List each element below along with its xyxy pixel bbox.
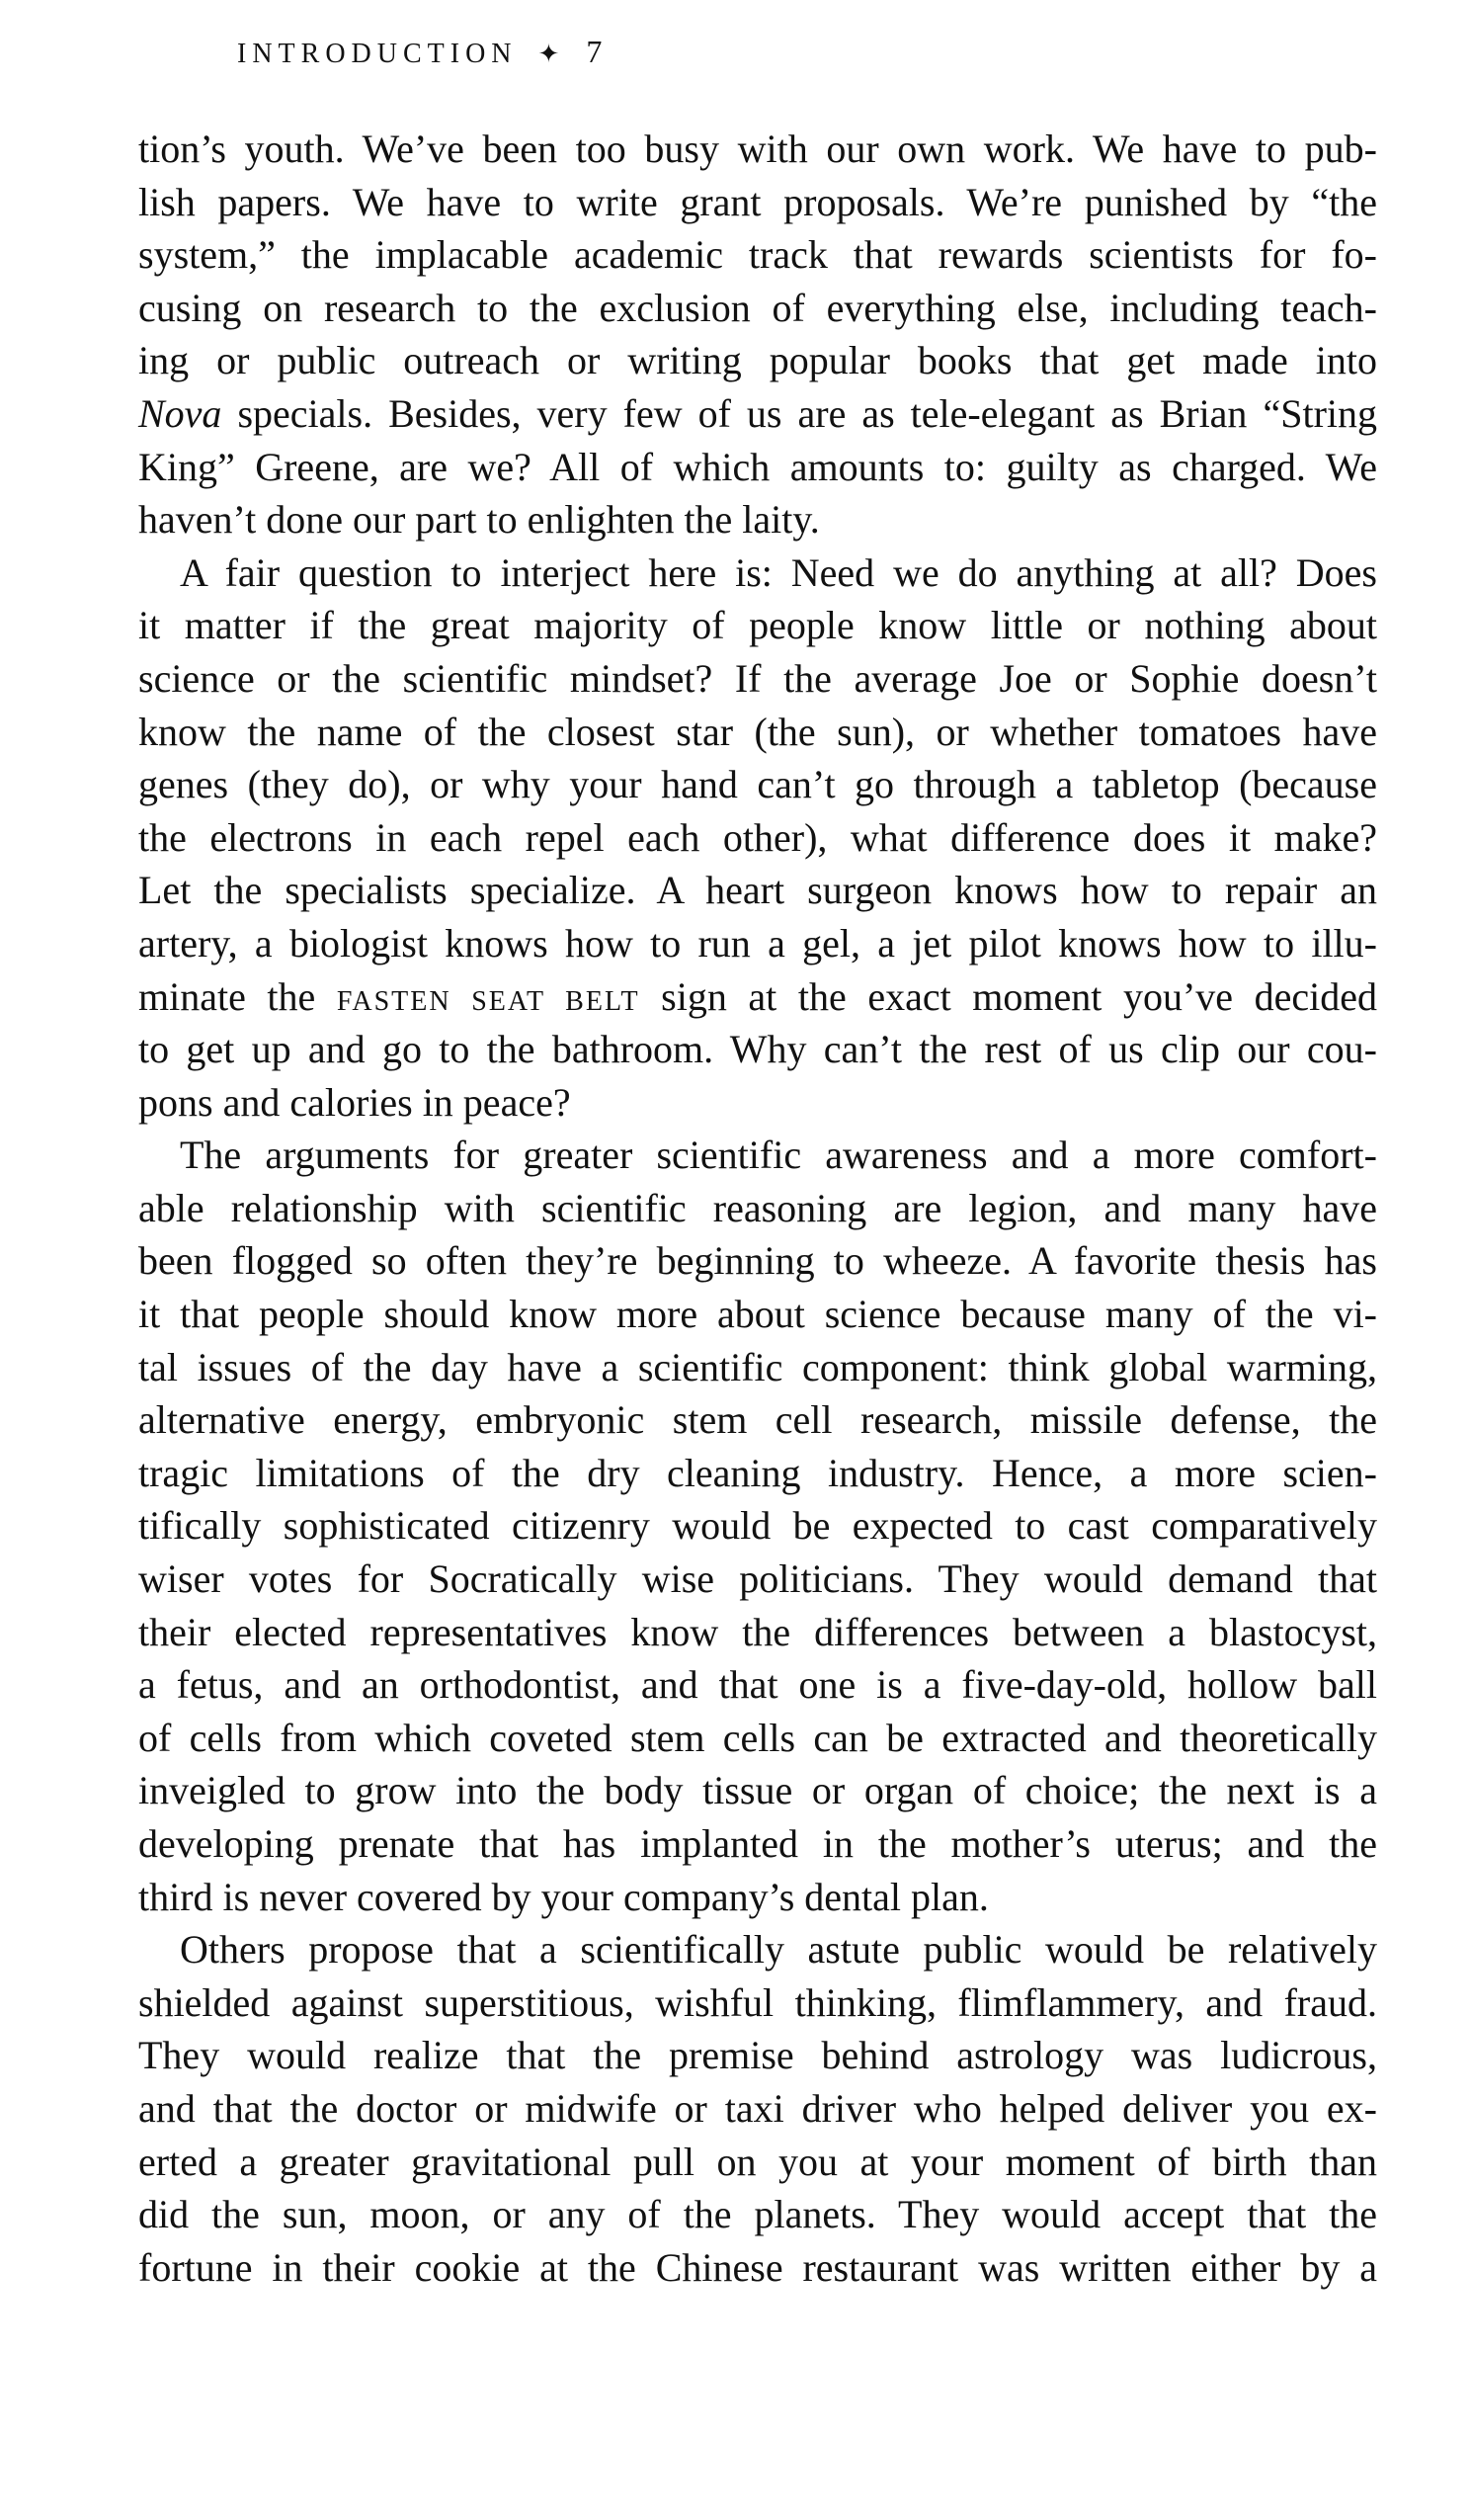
text-fragment: specials. Besides, very few of us are as tele-elegant as Brian “String bbox=[221, 390, 1377, 436]
text-line: it that people should know more about science because many of the vi- bbox=[138, 1292, 1377, 1337]
text-line: third is never covered by your company’s dental plan. bbox=[138, 1874, 989, 1919]
text-line: science or the scientific mindset? If the average Joe or Sophie doesn’t bbox=[138, 655, 1377, 701]
text-fragment: minate the bbox=[138, 973, 337, 1019]
text-line: system,” the implacable academic track that rewards scientists for fo- bbox=[138, 232, 1377, 278]
text-line: did the sun, moon, or any of the planets. They would accept that the bbox=[138, 2192, 1377, 2237]
text-line: Others propose that a scientifically astute public would be relatively bbox=[180, 1927, 1377, 1973]
text-line: developing prenate that has implanted in the mother’s uterus; and the bbox=[138, 1821, 1377, 1866]
text-line: They would realize that the premise behind astrology was ludicrous, bbox=[138, 2033, 1377, 2078]
text-line: the electrons in each repel each other), what difference does it make? bbox=[138, 814, 1377, 860]
small-caps-sign: FASTEN SEAT BELT bbox=[336, 985, 640, 1017]
text-line: it matter if the great majority of people know little or nothing about bbox=[138, 603, 1377, 648]
text-line: The arguments for greater scientific awareness and a more comfort- bbox=[180, 1133, 1377, 1178]
italic-title: Nova bbox=[138, 390, 222, 436]
text-line: A fair question to interject here is: Need we do anything at all? Does bbox=[180, 549, 1377, 595]
text-line: know the name of the closest star (the sun), or whether tomatoes have bbox=[138, 709, 1377, 754]
text-line: pons and calories in peace? bbox=[138, 1079, 571, 1125]
text-line: cusing on research to the exclusion of everything else, including teach- bbox=[138, 285, 1377, 330]
text-line: a fetus, and an orthodontist, and that one is a five-day-old, hollow ball bbox=[138, 1662, 1377, 1708]
text-line: King” Greene, are we? All of which amounts to: guilty as charged. We bbox=[138, 444, 1377, 489]
text-line: tion’s youth. We’ve been too busy with our own work. We have to pub- bbox=[138, 126, 1377, 171]
running-head-title: INTRODUCTION bbox=[237, 39, 518, 69]
paragraph bbox=[138, 546, 1377, 1130]
text-line: fortune in their cookie at the Chinese restaurant was written either by a bbox=[138, 2244, 1377, 2290]
text-line: artery, a biologist knows how to run a gel, a jet pilot knows how to illu- bbox=[138, 920, 1377, 966]
text-line: and that the doctor or midwife or taxi driver who helped deliver you ex- bbox=[138, 2085, 1377, 2131]
running-head bbox=[237, 34, 602, 70]
text-line: their elected representatives know the differences between a blastocyst, bbox=[138, 1609, 1377, 1654]
text-line: genes (they do), or why your hand can’t go through a tabletop (because bbox=[138, 762, 1377, 807]
text-line: lish papers. We have to write grant proposals. We’re punished by “the bbox=[138, 179, 1377, 224]
paragraph bbox=[138, 1129, 1377, 1923]
text-line: tragic limitations of the dry cleaning industry. Hence, a more scien- bbox=[138, 1450, 1377, 1495]
text-line: Let the specialists specialize. A heart surgeon knows how to repair an bbox=[138, 868, 1377, 913]
paragraph bbox=[138, 123, 1377, 546]
text-line: able relationship with scientific reasoning are legion, and many have bbox=[138, 1185, 1377, 1230]
text-line bbox=[138, 970, 1377, 1024]
text-line: wiser votes for Socratically wise politicians. They would demand that bbox=[138, 1556, 1377, 1602]
text-line: erted a greater gravitational pull on you at your moment of birth than bbox=[138, 2139, 1377, 2184]
separator-ornament-icon: ✦ bbox=[537, 40, 560, 68]
text-fragment: sign at the exact moment you’ve decided bbox=[639, 973, 1377, 1019]
paragraph bbox=[138, 1923, 1377, 2294]
text-line bbox=[138, 387, 1377, 441]
text-line: shielded against superstitious, wishful thinking, flimflammery, and fraud. bbox=[138, 1979, 1377, 2025]
text-line: inveigled to grow into the body tissue or organ of choice; the next is a bbox=[138, 1768, 1377, 1813]
text-line: haven’t done our part to enlighten the laity. bbox=[138, 497, 820, 543]
text-line: to get up and go to the bathroom. Why can’t the rest of us clip our cou- bbox=[138, 1027, 1377, 1072]
text-line: tifically sophisticated citizenry would be expected to cast comparatively bbox=[138, 1503, 1377, 1549]
text-line: tal issues of the day have a scientific component: think global warming, bbox=[138, 1344, 1377, 1389]
text-line: of cells from which coveted stem cells can be extracted and theoretically bbox=[138, 1715, 1377, 1760]
text-line: been flogged so often they’re beginning to wheeze. A favorite thesis has bbox=[138, 1238, 1377, 1284]
body-text bbox=[138, 123, 1377, 2294]
text-line: alternative energy, embryonic stem cell research, missile defense, the bbox=[138, 1397, 1377, 1443]
page-number: 7 bbox=[586, 34, 603, 69]
text-line: ing or public outreach or writing popular books that get made into bbox=[138, 338, 1377, 383]
